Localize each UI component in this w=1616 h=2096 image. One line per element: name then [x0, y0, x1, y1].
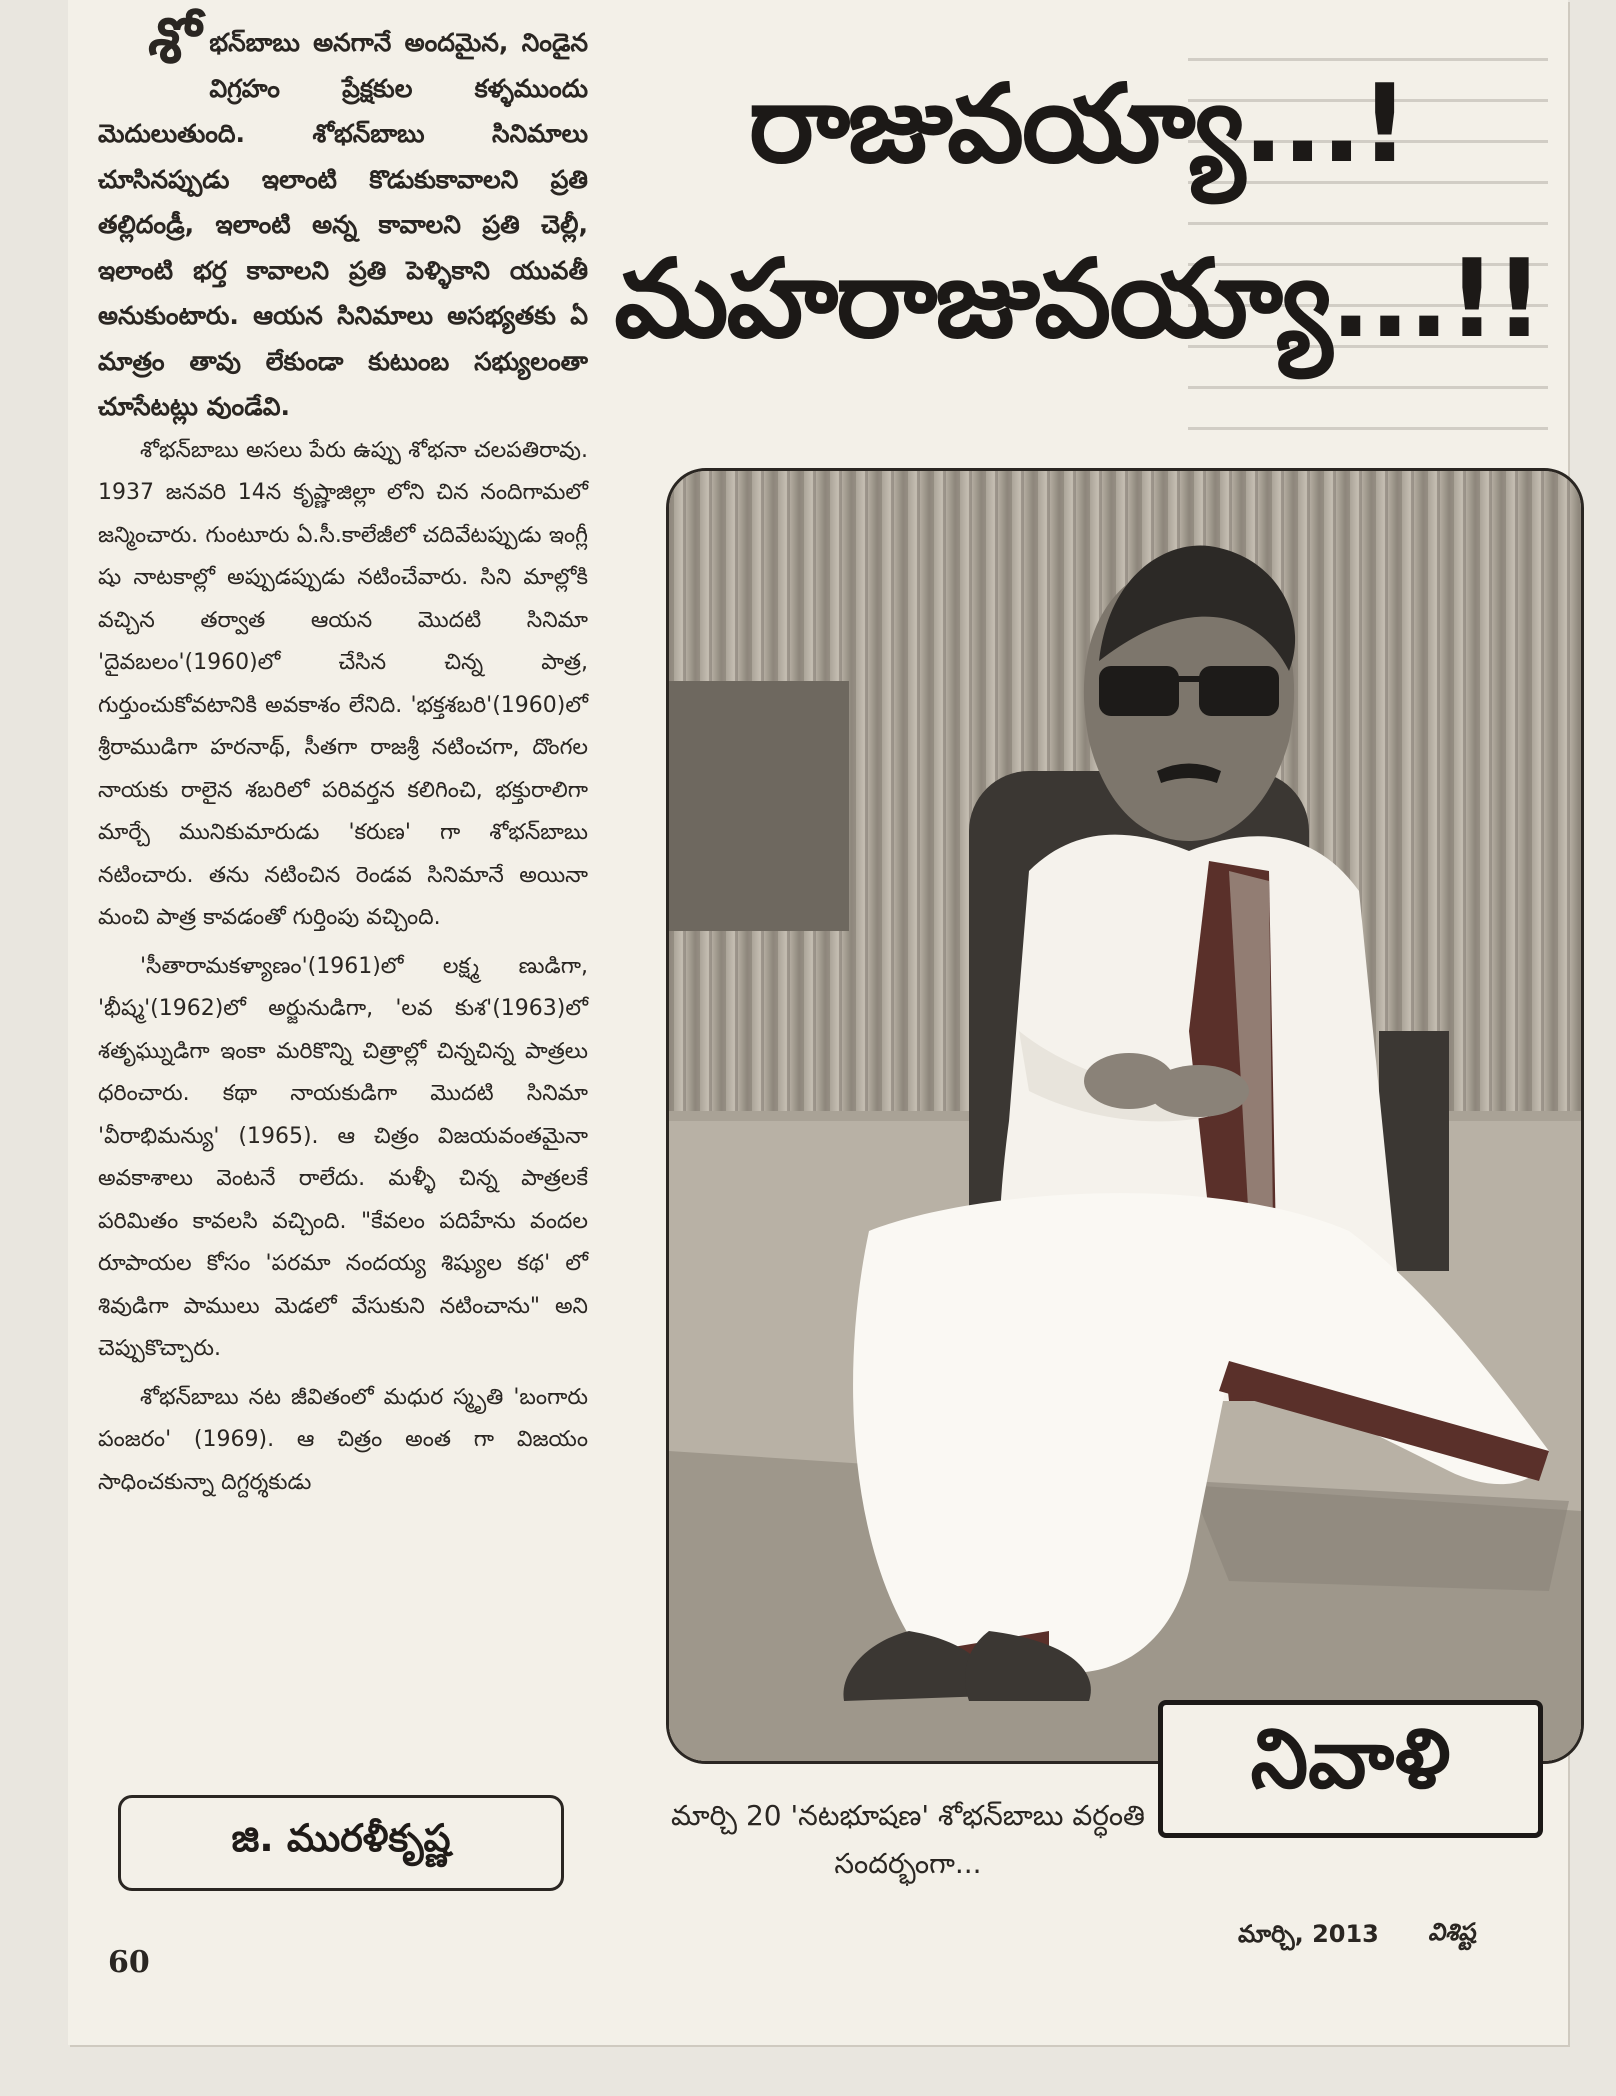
article-paragraph-2: 'సీతారామకళ్యాణం'(1961)లో లక్ష్మ ణుడిగా, 'భీష్మ'(1962)లో అర్జునుడిగా, 'లవ కుశ'(1963)లో శతృఘ్నుడిగా ఇంకా మరికొన్ని చిత్రాల్లో చిన్నచిన్న పాత్రలు ధరించారు. కథా నాయకుడిగా మొదటి సినిమా 'వీరాభిమన్యు' (1965). ఆ చిత్రం విజయవంతమైనా అవకాశాలు వెంటనే రాలేదు. మళ్ళీ చిన్న పాత్రలకే పరిమితం కావలసి వచ్చింది. "కేవలం పదిహేను వందల రూపాయల కోసం 'పరమా నందయ్య శిష్యుల కథ' లో శివుడిగా పాములు మెడలో వేసుకుని నటించాను" అని చెప్పుకొచ్చారు. — [98, 953, 588, 1361]
issue-date: మార్చి, 2013 — [1238, 1920, 1379, 1948]
drop-cap: శో — [148, 4, 202, 77]
article-paragraph-3: శోభన్‌బాబు నట జీవితంలో మధుర స్మృతి 'బంగారు పంజరం' (1969). ఆ చిత్రం అంత గా విజయం సాధించకున్నా దిగ్దర్శకుడు — [98, 1384, 588, 1495]
headline-line-2: మహరాజువయ్యా...!! — [614, 237, 1542, 362]
magazine-page — [68, 0, 1568, 2045]
author-byline: జి. మురళీకృష్ణ — [118, 1795, 564, 1891]
headline-line-1: రాజువయ్యా...! — [748, 62, 1408, 187]
page-number: 60 — [108, 1945, 150, 1980]
portrait-illustration — [669, 471, 1581, 1761]
article-subtitle: మార్చి 20 'నటభూషణ' శోభన్‌బాబు వర్ధంతి సందర్భంగా... — [671, 1799, 1145, 1880]
magazine-name: విశిష్ట — [1428, 1918, 1476, 1946]
section-label-box: నివాళి — [1158, 1700, 1543, 1838]
article-paragraph-1: శోభన్‌బాబు అసలు పేరు ఉప్పు శోభనా చలపతిరావు. 1937 జనవరి 14న కృష్ణాజిల్లా లోని చిన నందిగామలో జన్మించారు. గుంటూరు ఏ.సీ.కాలేజీలో చదివేటప్పుడు ఇంగ్లీ షు నాటకాల్లో అప్పుడప్పుడు నటించేవారు. సిని మాల్లోకి వచ్చిన తర్వాత ఆయన మొదటి సినిమా 'దైవబలం'(1960)లో చేసిన చిన్న పాత్ర, గుర్తుంచుకోవటానికి అవకాశం లేనిది. 'భక్తశబరి'(1960)లో శ్రీరాముడిగా హరనాథ్, సీతగా రాజశ్రీ నటించగా, దొంగల నాయకు రాలైన శబరిలో పరివర్తన కలిగించి, భక్తురాలిగా మార్చే మునికుమారుడు 'కరుణ' గా శోభన్‌బాబు నటించారు. తను నటించిన రెండవ సినిమానే అయినా మంచి పాత్ర కావడంతో గుర్తింపు వచ్చింది. — [98, 437, 588, 930]
article-intro — [98, 4, 588, 430]
article-column — [98, 4, 588, 1510]
portrait-photo — [666, 468, 1584, 1764]
intro-text: భన్‌బాబు అనగానే అందమైన, నిండైన విగ్రహం ప్రేక్షకుల కళ్ళముందు మెదులుతుంది. శోభన్‌బాబు సినిమాలు చూసినప్పుడు ఇలాంటి కొడుకుకావాలని ప్రతి తల్లిదండ్రీ, ఇలాంటి అన్న కావాలని ప్రతి చెల్లీ, ఇలాంటి భర్త కావాలని ప్రతి పెళ్ళికాని యువతీ అనుకుంటారు. ఆయన సినిమాలు అసభ్యతకు ఏ మాత్రం తావు లేకుండా కుటుంబ సభ్యులంతా చూసేటట్లు వుండేవి. — [98, 28, 588, 421]
